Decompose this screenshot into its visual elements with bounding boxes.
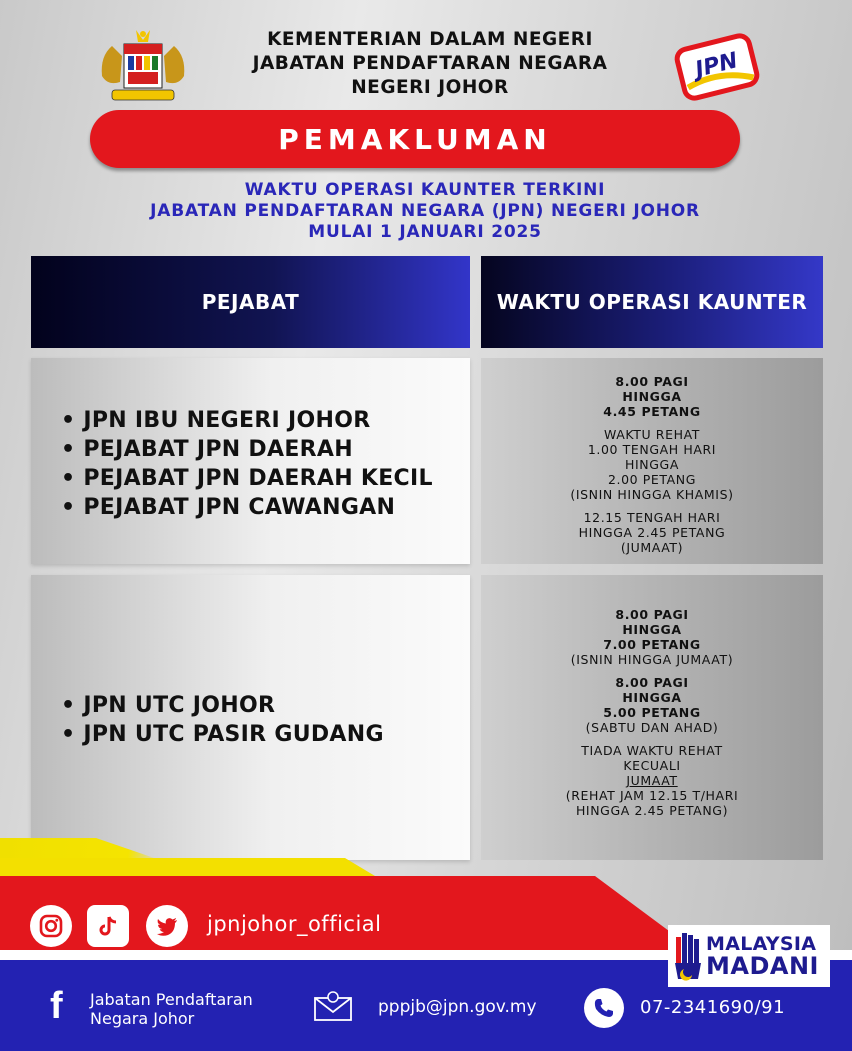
jpn-logo-icon bbox=[672, 30, 762, 104]
madani-wordmark bbox=[706, 933, 819, 980]
rest-days: (ISNIN HINGGA KHAMIS) bbox=[570, 487, 734, 502]
weekday-end: 7.00 PETANG bbox=[603, 637, 701, 652]
office-item: • JPN IBU NEGERI JOHOR bbox=[61, 406, 433, 435]
office-item: • PEJABAT JPN CAWANGAN bbox=[61, 493, 433, 522]
hours-start: 8.00 PAGI bbox=[615, 374, 689, 389]
weekend-until: HINGGA bbox=[622, 690, 682, 705]
yellow-stripe bbox=[0, 858, 375, 876]
phone-icon[interactable] bbox=[584, 988, 624, 1028]
email-icon[interactable] bbox=[313, 990, 353, 1022]
phone-number[interactable]: 07-2341690/91 bbox=[640, 997, 786, 1018]
office-cell-row-1 bbox=[31, 358, 470, 564]
column-header-office: PEJABAT bbox=[31, 256, 470, 348]
friday-rest-end: HINGGA 2.45 PETANG bbox=[578, 525, 726, 540]
rest-note-1: TIADA WAKTU REHAT bbox=[581, 743, 723, 758]
rest-note-2: KECUALI bbox=[623, 758, 681, 773]
office-list bbox=[61, 406, 433, 522]
madani-line-2: MADANI bbox=[706, 952, 819, 980]
rest-label: WAKTU REHAT bbox=[603, 427, 700, 442]
office-item: • PEJABAT JPN DAERAH KECIL bbox=[61, 464, 433, 493]
hours-until: HINGGA bbox=[622, 389, 682, 404]
hours-end: 4.45 PETANG bbox=[603, 404, 701, 419]
ministry-line-3: NEGERI JOHOR bbox=[351, 77, 509, 98]
rest-until: HINGGA bbox=[625, 457, 679, 472]
rest-note-5: HINGGA 2.45 PETANG) bbox=[575, 803, 729, 818]
weekend-start: 8.00 PAGI bbox=[615, 675, 689, 690]
facebook-line-2: Negara Johor bbox=[90, 1009, 195, 1028]
weekday-days: (ISNIN HINGGA JUMAAT) bbox=[570, 652, 734, 667]
rest-note-4: (REHAT JAM 12.15 T/HARI bbox=[565, 788, 739, 803]
tiktok-icon[interactable] bbox=[87, 905, 129, 947]
column-header-hours: WAKTU OPERASI KAUNTER bbox=[481, 256, 823, 348]
social-handle[interactable]: jpnjohor_official bbox=[207, 912, 382, 936]
rest-end: 2.00 PETANG bbox=[607, 472, 697, 487]
friday-label: (JUMAAT) bbox=[620, 540, 684, 555]
office-item: • JPN UTC PASIR GUDANG bbox=[61, 720, 384, 749]
coat-of-arms-icon bbox=[92, 26, 194, 104]
hours-cell-row-2 bbox=[481, 575, 823, 860]
email-address[interactable]: pppjb@jpn.gov.my bbox=[378, 997, 537, 1017]
subheading-line-3: MULAI 1 JANUARI 2025 bbox=[308, 222, 542, 242]
weekday-until: HINGGA bbox=[622, 622, 682, 637]
office-item: • JPN UTC JOHOR bbox=[61, 691, 384, 720]
subheading-line-2: JABATAN PENDAFTARAN NEGARA (JPN) NEGERI JOHOR bbox=[150, 201, 700, 221]
office-list bbox=[61, 691, 384, 749]
twitter-icon[interactable] bbox=[146, 905, 188, 947]
office-cell-row-2 bbox=[31, 575, 470, 860]
weekend-days: (SABTU DAN AHAD) bbox=[585, 720, 719, 735]
office-item: • PEJABAT JPN DAERAH bbox=[61, 435, 433, 464]
weekday-start: 8.00 PAGI bbox=[615, 607, 689, 622]
friday-rest-start: 12.15 TENGAH HARI bbox=[583, 510, 721, 525]
hours-cell-row-1 bbox=[481, 358, 823, 564]
facebook-line-1: Jabatan Pendaftaran bbox=[90, 990, 253, 1009]
facebook-page-name[interactable] bbox=[90, 990, 253, 1028]
subheading-line-1: WAKTU OPERASI KAUNTER TERKINI bbox=[244, 180, 606, 200]
rest-note-3: JUMAAT bbox=[626, 773, 678, 788]
subheading bbox=[60, 180, 790, 243]
facebook-icon[interactable]: f bbox=[50, 985, 63, 1027]
madani-hand-icon bbox=[672, 931, 704, 981]
weekend-end: 5.00 PETANG bbox=[603, 705, 701, 720]
madani-line-1: MALAYSIA bbox=[706, 933, 817, 955]
header bbox=[0, 0, 852, 110]
jpn-logo-text: JPN bbox=[692, 48, 741, 83]
ministry-title bbox=[200, 28, 660, 100]
ministry-line-2: JABATAN PENDAFTARAN NEGARA bbox=[252, 53, 608, 74]
announcement-banner: PEMAKLUMAN bbox=[90, 110, 740, 168]
ministry-line-1: KEMENTERIAN DALAM NEGERI bbox=[267, 29, 593, 50]
rest-start: 1.00 TENGAH HARI bbox=[587, 442, 717, 457]
malaysia-madani-logo bbox=[668, 925, 830, 987]
instagram-icon[interactable] bbox=[30, 905, 72, 947]
